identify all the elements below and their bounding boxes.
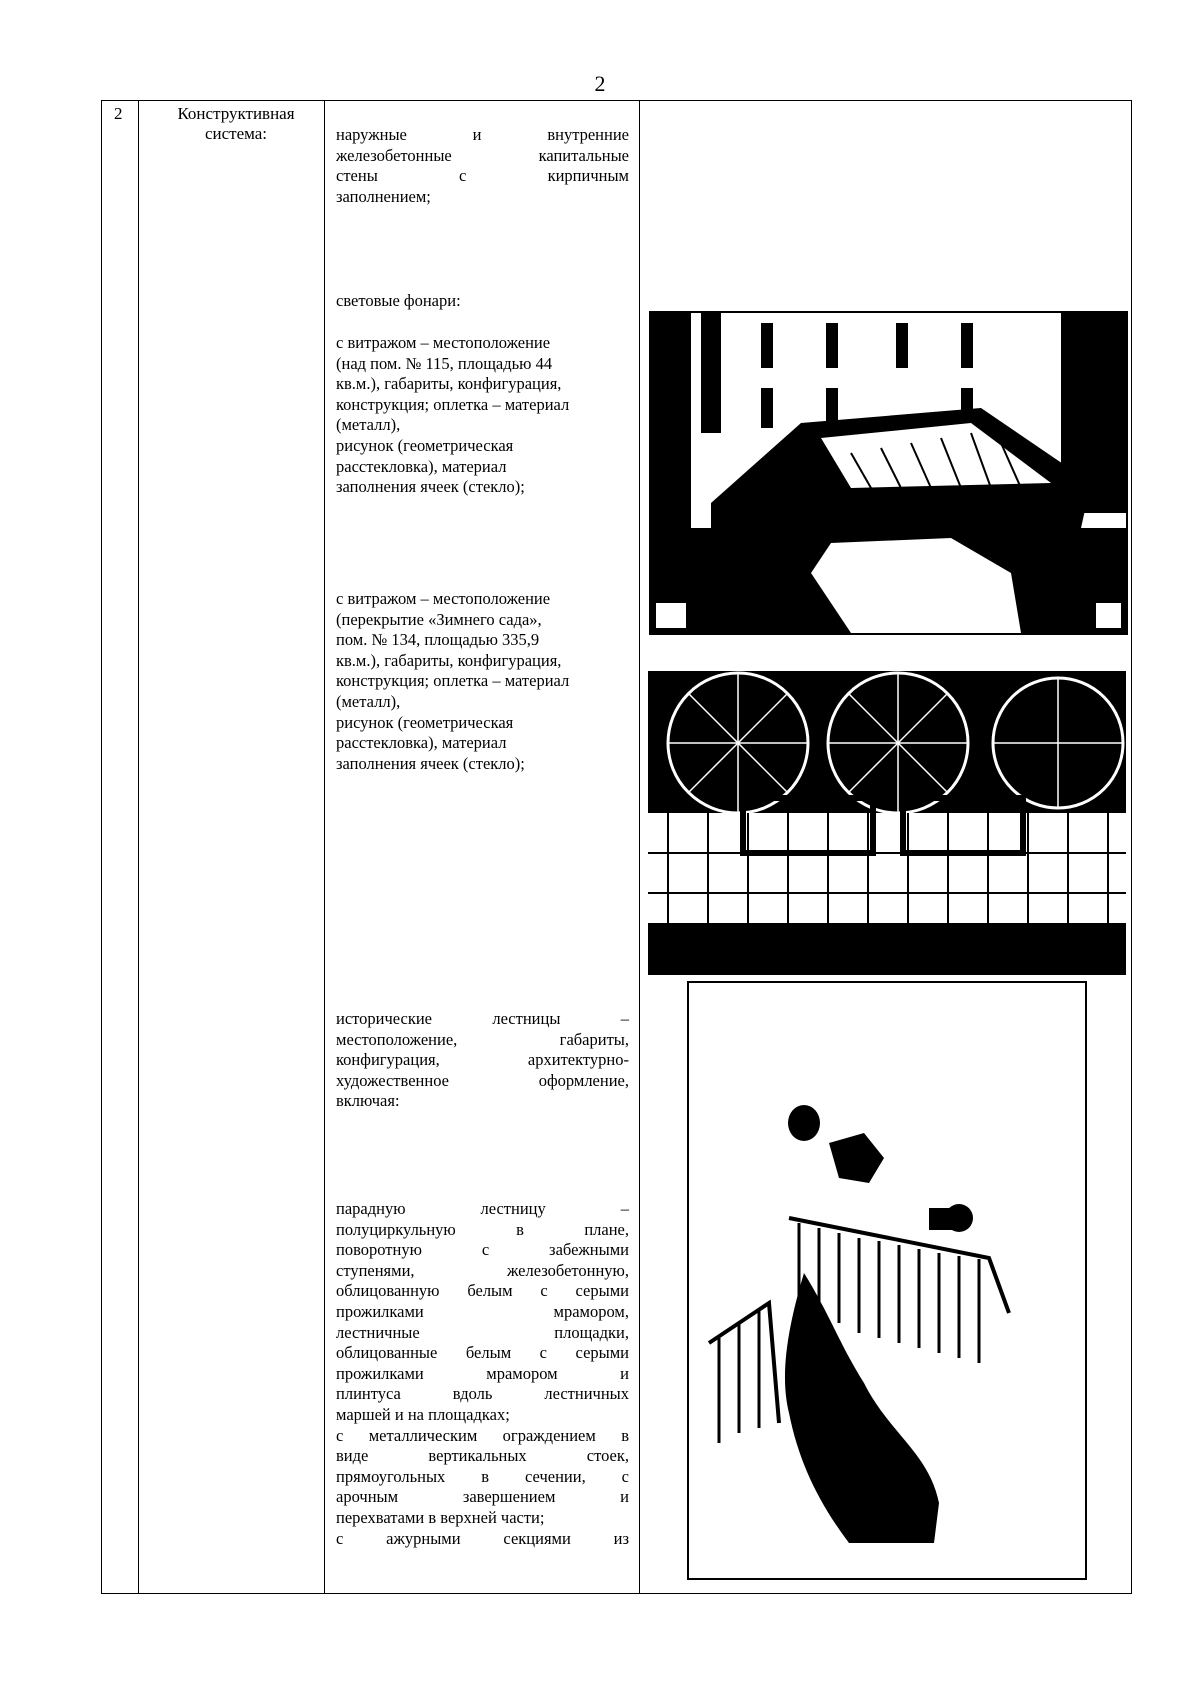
walls-paragraph: наружные и внутренние железобетонные капитальные стены с кирпичным заполнением; bbox=[336, 125, 629, 206]
column-divider bbox=[324, 101, 325, 1593]
column-divider bbox=[138, 101, 139, 1593]
row-label-line: Конструктивная bbox=[177, 104, 295, 123]
skylight-115-photo bbox=[649, 311, 1128, 635]
page-number: 2 bbox=[594, 71, 606, 96]
winter-garden-photo bbox=[648, 653, 1126, 975]
staircase-photo bbox=[687, 981, 1087, 1580]
staircases-paragraph: исторические лестницы – местоположение, габариты, конфигурация, архитектурно- художественное оформление, включая: bbox=[336, 1009, 629, 1111]
row-label-line: система: bbox=[204, 124, 268, 143]
skylights-heading: световые фонари: bbox=[336, 291, 461, 310]
row-label bbox=[146, 104, 326, 144]
row-number: 2 bbox=[114, 104, 123, 123]
document-table bbox=[101, 100, 1132, 1594]
winter-garden-paragraph: с витражом – местоположение (перекрытие «Зимнего сада», пом. № 134, площадью 335,9 кв.м.), габариты, конфигурация, конструкция; оплетка – материал (металл), рисунок (геометрическая расстекловка), материал заполнения ячеек (стекло); bbox=[336, 589, 570, 773]
main-staircase-paragraph: парадную лестницу – полуциркульную в плане, поворотную с забежными ступенями, железобетонную, облицованную белым с серыми прожилками мрамором, лестничные площадки, облицованные белым с серыми прожилками мрамором и плинтуса вдоль лестничных маршей и на площадках; с металлическим ограждением в виде вертикальных стоек, прямоугольных в сечении, с арочным завершением и перехватами в верхней части; с ажурными секциями из bbox=[336, 1199, 629, 1548]
skylight-115-paragraph: с витражом – местоположение (над пом. № 115, площадью 44 кв.м.), габариты, конфигурация, конструкция; оплетка – материал (металл), рисунок (геометрическая расстекловка), материал заполнения ячеек (стекло); bbox=[336, 333, 570, 497]
column-divider bbox=[639, 101, 640, 1593]
